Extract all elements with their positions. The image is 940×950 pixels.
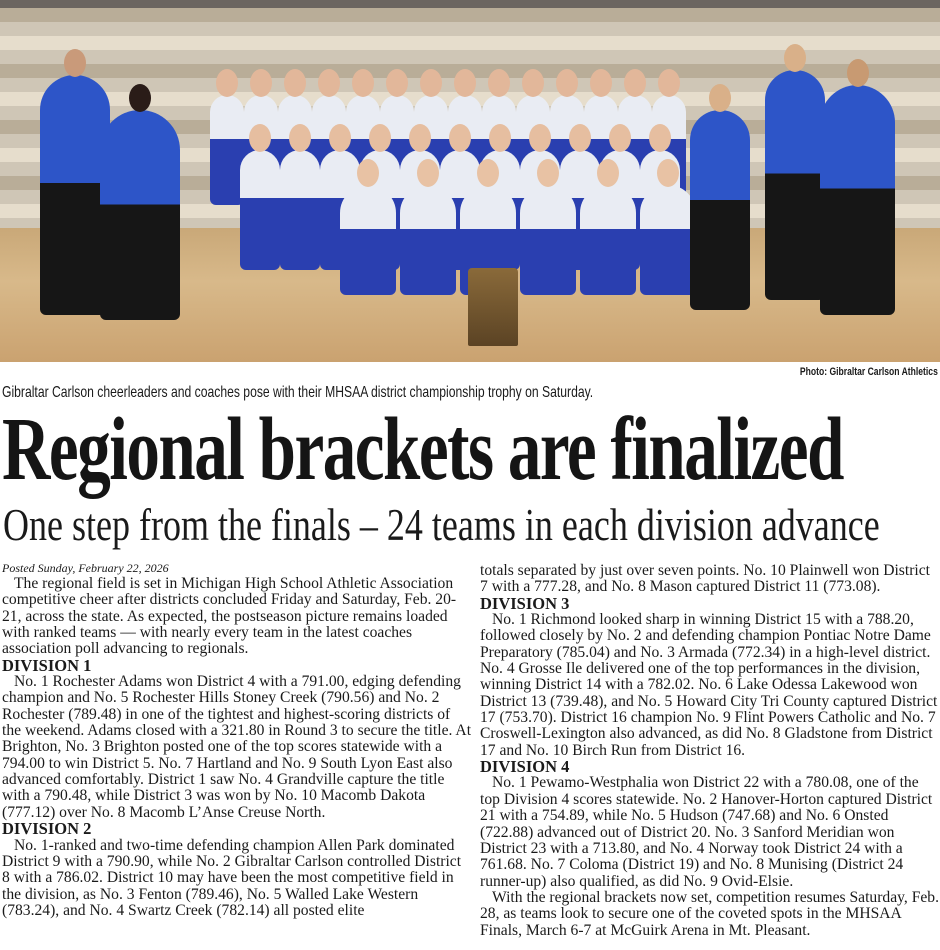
person-head — [709, 84, 731, 112]
person-head — [250, 69, 272, 97]
section-paragraph: No. 1 Pewamo-Westphalia won District 22 with a 780.08, one of the top Division 4 scores statewide. No. 2 Hanover-Horton captured District 21 with a 754.89, while No. 5 Hudson (747.68) and No. 6 Onsted (722.88) advanced out of District 20. No. 3 Sanford Meridian won District 23 with a 713.80, and No. 4 Norway took District 24 with a 761.68. No. 7 Coloma (District 19) and No. 8 Munising (District 24 runner-up) also qualified, as did No. 9 Ovid-Elsie. — [480, 774, 933, 890]
section-heading: DIVISION 4 — [480, 757, 570, 777]
person-head — [488, 69, 510, 97]
section-heading: DIVISION 1 — [2, 655, 92, 675]
person — [340, 185, 396, 295]
section-paragraph: No. 1-ranked and two-time defending champion Allen Park dominated District 9 with a 790.90, while No. 2 Gibraltar Carlson controlled District 8 with a 786.02. District 10 may have been the most competitive field in the division, as No. 3 Fenton (789.46), No. 5 Walled Lake Western (783.24), and No. 4 Swartz Creek (782.14) all posted elite — [2, 836, 462, 919]
person-head — [420, 69, 442, 97]
photo-caption: Gibraltar Carlson cheerleaders and coaches pose with their MHSAA district championship trophy on Saturday. — [2, 384, 594, 401]
person-head — [489, 124, 511, 152]
person-head — [657, 159, 679, 187]
section-paragraph-continued: totals separated by just over seven points. No. 10 Plainwell won District 7 with a 777.28, and No. 8 Mason captured District 11 (773.08). — [480, 562, 930, 596]
person-head — [409, 124, 431, 152]
article-column-left — [2, 560, 472, 919]
person-head — [318, 69, 340, 97]
person-head — [284, 69, 306, 97]
person-head — [658, 69, 680, 97]
person-head — [352, 69, 374, 97]
person-head — [597, 159, 619, 187]
section-paragraph: No. 1 Rochester Adams won District 4 with a 791.00, edging defending champion and No. 5 Rochester Hills Stoney Creek (790.56) and No. 2 Rochester (789.48) in one of the tightest and highest-scoring districts of the weekend. Adams closed with a 321.80 in Round 3 to secure the title. At Brighton, No. 3 Brighton posted one of the top scores statewide with a 794.00 to win District 5. No. 7 Hartland and No. 9 South Lyon East also advanced comfortably. District 1 saw No. 4 Grandville capture the title with a 790.48, while District 3 was won by No. 10 Macomb Dakota (777.12) over No. 8 Macomb L’Anse Creuse North. — [2, 673, 472, 821]
person — [100, 110, 180, 320]
person-head — [386, 69, 408, 97]
person-head — [329, 124, 351, 152]
person — [240, 150, 280, 270]
person-head — [64, 49, 86, 77]
person-head — [357, 159, 379, 187]
person — [400, 185, 456, 295]
person-head — [289, 124, 311, 152]
team-photo — [0, 0, 940, 362]
person — [640, 185, 696, 295]
person — [820, 85, 895, 315]
wall-stripe — [0, 8, 940, 22]
person-head — [609, 124, 631, 152]
person — [765, 70, 825, 300]
photo-credit: Photo: Gibraltar Carlson Athletics — [800, 366, 938, 378]
person-head — [129, 84, 151, 112]
trophy — [468, 268, 518, 346]
person — [690, 110, 750, 310]
section-paragraph: No. 1 Richmond looked sharp in winning District 15 with a 788.20, followed closely by No. 2 and defending champion Pontiac Notre Dame Preparatory (785.04) and No. 3 Armada (772.34) in a high-level district. No. 4 Grosse Ile delivered one of the top performances in the division, winning District 14 with a 782.02. No. 6 Lake Odessa Lakewood won District 13 (739.48), and No. 5 Howard City Tri County captured District 17 (753.70). District 16 champion No. 9 Flint Powers Catholic and No. 7 Croswell-Lexington also advanced, as did No. 8 Gladstone from District 17 and No. 10 Birch Run from District 16. — [480, 611, 938, 759]
person-head — [216, 69, 238, 97]
person — [580, 185, 636, 295]
closing-paragraph: With the regional brackets now set, competition resumes Saturday, Feb. 28, as teams look to secure one of the coveted spots in the MHSAA Finals, March 6-7 at McGuirk Arena in Mt. Pleasant. — [480, 888, 940, 939]
intro-paragraph: The regional field is set in Michigan High School Athletic Association competitive cheer after districts concluded Friday and Saturday, Feb. 20-21, across the state. As expected, the postseason picture remains loaded with ranked teams — with nearly every team in the latest coaches association poll advancing to regionals. — [2, 575, 457, 658]
person-head — [522, 69, 544, 97]
person-head — [784, 44, 806, 72]
person-head — [537, 159, 559, 187]
person-head — [369, 124, 391, 152]
person-head — [847, 59, 869, 87]
person-head — [649, 124, 671, 152]
person — [520, 185, 576, 295]
person-head — [449, 124, 471, 152]
person-head — [529, 124, 551, 152]
article-column-right — [480, 563, 940, 939]
person — [280, 150, 320, 270]
section-heading: DIVISION 3 — [480, 593, 570, 613]
person-head — [454, 69, 476, 97]
section-heading: DIVISION 2 — [2, 819, 92, 839]
person — [210, 95, 244, 205]
person-head — [556, 69, 578, 97]
subheadline: One step from the finals – 24 teams in each division advance — [3, 500, 880, 550]
headline: Regional brackets are finalized — [2, 400, 843, 499]
person-head — [249, 124, 271, 152]
person-head — [624, 69, 646, 97]
person-head — [590, 69, 612, 97]
person-head — [569, 124, 591, 152]
person-head — [477, 159, 499, 187]
person-head — [417, 159, 439, 187]
dateline: Posted Sunday, February 22, 2026 — [2, 561, 169, 575]
